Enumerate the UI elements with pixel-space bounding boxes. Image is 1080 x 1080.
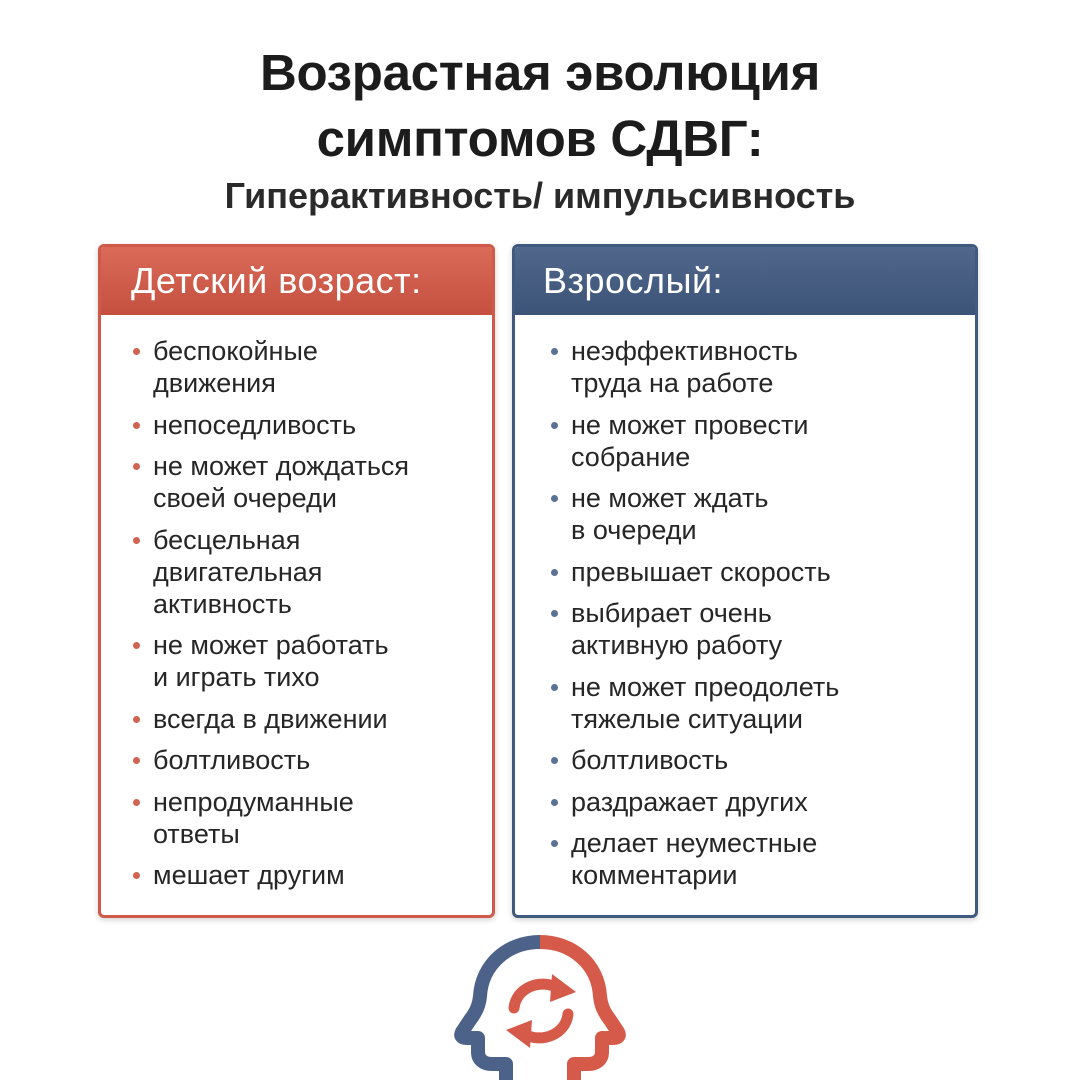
bullet-icon xyxy=(551,569,558,576)
list-item-text: раздражает других xyxy=(571,786,808,817)
list-item-text: мешает другим xyxy=(153,860,345,890)
list-item xyxy=(133,524,482,620)
list-item-text: непродуманные ответы xyxy=(153,786,354,849)
list-item xyxy=(133,703,482,735)
list-item xyxy=(133,335,482,399)
list-item xyxy=(551,482,965,546)
bullet-icon xyxy=(133,642,140,649)
list-item-text: непоседливость xyxy=(153,409,357,440)
list-item-text: превышает скорость xyxy=(571,556,831,587)
head-arrows-cycle-icon xyxy=(448,930,632,1080)
list-item-text: делает неуместные комментарии xyxy=(571,828,818,890)
bullet-icon xyxy=(133,422,140,429)
bullet-icon xyxy=(551,799,558,806)
list-item xyxy=(133,744,482,776)
bullet-icon xyxy=(551,610,558,617)
bullet-icon xyxy=(133,716,140,723)
list-item-text: всегда в движении xyxy=(153,703,388,734)
bullet-icon xyxy=(551,348,558,355)
bullet-icon xyxy=(133,348,140,355)
list-item xyxy=(133,450,482,514)
list-item xyxy=(551,827,965,891)
adult-panel-header: Взрослый: xyxy=(515,247,975,315)
list-item-text: бесцельная двигательная активность xyxy=(153,524,323,619)
list-item-text: болтливость xyxy=(153,745,311,775)
list-item xyxy=(551,556,965,588)
page-subtitle: Гиперактивность/ импульсивность xyxy=(224,175,856,216)
list-item xyxy=(133,409,482,441)
page-title-line-1: Возрастная эволюция xyxy=(259,44,821,101)
list-item xyxy=(551,786,965,818)
child-panel xyxy=(98,244,495,918)
list-item-text: не может работать и играть тихо xyxy=(153,630,389,692)
list-item-text: беспокойные движения xyxy=(153,336,318,398)
bullet-icon xyxy=(551,840,558,847)
page-title-line-2: симптомов СДВГ: xyxy=(316,110,764,167)
adult-symptom-list xyxy=(515,315,975,891)
bullet-icon xyxy=(133,799,140,806)
list-item-text: выбирает очень активную работу xyxy=(571,598,783,660)
bullet-icon xyxy=(551,684,558,691)
list-item xyxy=(133,629,482,693)
list-item xyxy=(551,335,965,399)
bullet-icon xyxy=(551,757,558,764)
adult-panel xyxy=(512,244,978,918)
child-panel-header: Детский возраст: xyxy=(101,247,492,315)
list-item-text: не может провести собрание xyxy=(571,409,809,472)
child-symptom-list xyxy=(101,315,492,891)
bullet-icon xyxy=(551,422,558,429)
list-item xyxy=(133,786,482,850)
bullet-icon xyxy=(551,495,558,502)
list-item xyxy=(551,597,965,661)
list-item xyxy=(551,744,965,776)
bullet-icon xyxy=(133,757,140,764)
list-item-text: болтливость xyxy=(571,745,729,775)
list-item-text: неэффективность труда на работе xyxy=(571,336,798,398)
list-item-text: не может дождаться своей очереди xyxy=(153,451,410,513)
bullet-icon xyxy=(133,872,140,879)
list-item xyxy=(551,409,965,473)
list-item xyxy=(551,671,965,735)
bullet-icon xyxy=(133,463,140,470)
list-item-text: не может ждать в очереди xyxy=(571,483,769,545)
list-item xyxy=(133,859,482,891)
bullet-icon xyxy=(133,537,140,544)
list-item-text: не может преодолеть тяжелые ситуации xyxy=(571,671,840,734)
